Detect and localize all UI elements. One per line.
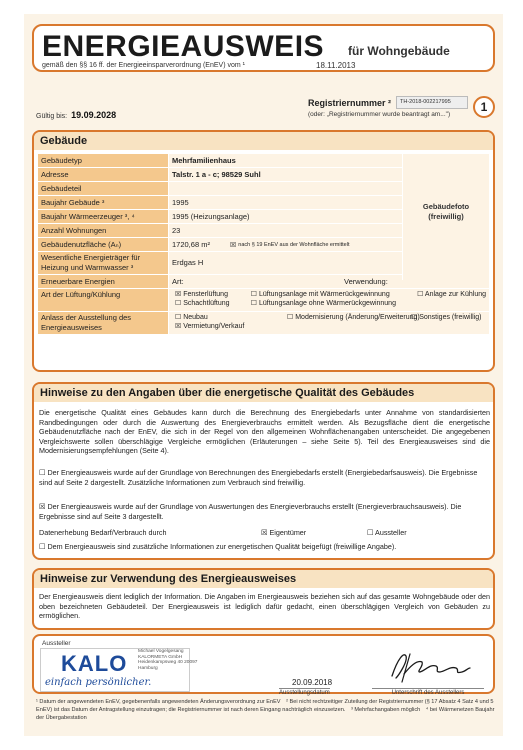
data-collection-row — [39, 528, 490, 538]
row-label: Anlass der Ausstellung des Energieausweises — [38, 312, 169, 334]
row-label: Baujahr Wärmeerzeuger ³, ⁴ — [38, 210, 169, 223]
kalo-slogan: einfach persönlicher. — [45, 677, 152, 688]
row-value — [169, 289, 489, 311]
table-row — [38, 168, 402, 182]
address-value: Talstr. 1 a - c; 98529 Suhl — [172, 170, 261, 179]
issue-date: 20.09.2018 — [292, 678, 333, 687]
ventilation-option: ☐ Anlage zur Kühlung — [417, 291, 486, 298]
row-label: Anzahl Wohnungen — [38, 224, 169, 237]
occasion-option: ☒ Vermietung/Verkauf — [175, 323, 245, 330]
usage-text: Der Energieausweis dient lediglich der Information. Die Angaben im Energieausweis beziehen sich auf das gesamte Wohngebäude oder den oben bezeichneten Gebäudeteil. Der Energieausweis ist lediglich dafür gedacht, einen überschlägigen Vergleich von Gebäuden zu ermöglichen. — [39, 592, 490, 621]
row-label: Erneuerbare Energien — [38, 275, 169, 288]
registration-hint: (oder: „Registriernummer wurde beantragt am...") — [308, 111, 451, 118]
footnote: ³ Mehrfachangaben möglich — [350, 707, 421, 713]
table-row — [38, 210, 402, 224]
occasion-option: ☐ Sonstiges (freiwillig) — [411, 314, 482, 321]
notes-quality-section — [32, 382, 495, 560]
energy-certificate-page — [24, 14, 503, 736]
photo-optional-label: (freiwillig) — [428, 212, 464, 221]
table-row — [38, 252, 402, 275]
data-collection-owner: ☒ Eigentümer — [261, 528, 307, 537]
renewable-type: Art: — [172, 277, 184, 286]
validity-date: 19.09.2028 — [71, 110, 117, 120]
row-label: Gebäudetyp — [38, 154, 169, 167]
legal-date: 18.11.2013 — [316, 61, 356, 70]
building-heading: Gebäude — [34, 132, 493, 150]
checkbox-checked-icon: ☒ — [230, 241, 237, 249]
legal-basis: gemäß den §§ 16 ff. der Energieeinsparverordnung (EnEV) vom ¹ — [42, 62, 245, 69]
ventilation-option: ☐ Lüftungsanlage mit Wärmerückgewinnung — [250, 291, 390, 298]
validity-label: Gültig bis: — [36, 113, 68, 120]
footnote: ² Bei nicht rechtzeitiger Zuteilung der Registriernummer (§ 17 Absatz 4 Satz 4 und 5 EnEV) ist das Datum der Antragstellung einzutragen; die Registriernummer ist nach deren Eingang nachträglich einzusetzen. — [36, 699, 494, 713]
row-value — [169, 154, 402, 167]
floor-area-note: nach § 19 EnEV aus der Wohnfläche ermittelt — [238, 242, 350, 248]
signature-image — [384, 646, 474, 686]
document-subtitle: für Wohngebäude — [348, 44, 450, 58]
ventilation-option: ☐ Lüftungsanlage ohne Wärmerückgewinnung — [250, 300, 396, 307]
table-row — [38, 154, 402, 168]
row-label: Adresse — [38, 168, 169, 181]
row-value: 23 — [169, 224, 402, 237]
occasion-option: ☐ Neubau — [175, 314, 208, 321]
row-value — [169, 168, 402, 181]
data-collection-label: Datenerhebung Bedarf/Verbrauch durch — [39, 528, 167, 537]
registration-label: Registriernummer ² — [308, 98, 392, 108]
ventilation-option: ☐ Schachtlüftung — [175, 300, 230, 307]
page-number-badge: 1 — [473, 96, 495, 118]
footnotes — [36, 698, 495, 722]
row-label: Gebäudeteil — [38, 182, 169, 195]
building-photo-placeholder — [402, 154, 489, 280]
floor-area-value: 1720,68 m² — [172, 240, 210, 249]
footnote: ⁴ bei Wärmenetzen Baujahr der Übergabestation — [36, 707, 495, 721]
document-title: ENERGIEAUSWEIS — [42, 30, 325, 63]
issuer-box — [32, 634, 495, 694]
table-row — [38, 238, 402, 252]
row-label: Art der Lüftung/Kühlung — [38, 289, 169, 311]
renewable-usage: Verwendung: — [344, 277, 388, 286]
row-value — [169, 312, 489, 334]
row-value: 1995 (Heizungsanlage) — [169, 210, 402, 223]
table-row — [38, 196, 402, 210]
row-value: Erdgas H — [169, 252, 402, 274]
occasion-option: ☐ Modernisierung (Änderung/Erweiterung) — [287, 314, 420, 321]
table-row — [38, 289, 489, 312]
row-value — [169, 238, 402, 251]
footnote: ¹ Datum der angewendeten EnEV, gegebenenfalls angewendeten Änderungsverordnung zur EnEV — [36, 699, 281, 705]
notes-intro: Die energetische Qualität eines Gebäudes kann durch die Berechnung des Energiebedarfs unter Annahme von standardisierten Randbedingungen oder durch die Auswertung des Energieverbrauchs ermittelt werden. Als Bezugsfläche dient die energetische Gebäudenutzfläche nach der EnEV, die sich in der Regel von den allgemeinen Wohnflächenangaben unterscheidet. Die angegebenen Vergleichswerte sollen überschlägige Vergleiche ermöglichen (Erläuterungen – siehe Seite 5). Teil des Energieausweises sind die Modernisierungsempfehlungen (Seite 4). — [39, 408, 490, 456]
building-section — [32, 130, 495, 372]
row-label: Baujahr Gebäude ³ — [38, 196, 169, 209]
row-label: Wesentliche Energieträger für Heizung und Warmwasser ³ — [38, 252, 169, 274]
row-value: 1995 — [169, 196, 402, 209]
table-row — [38, 312, 489, 335]
photo-label: Gebäudefoto — [422, 202, 470, 211]
ventilation-option: ☒ Fensterlüftung — [175, 291, 228, 298]
building-type-value: Mehrfamilienhaus — [172, 156, 236, 165]
issuer-address: Michael Vogelgesang KALORMETA GmbH Heidenkampsweg 40 20097 Hamburg — [138, 649, 198, 671]
row-label: Gebäudenutzfläche (Aₙ) — [38, 238, 169, 251]
issuer-label: Aussteller — [42, 640, 71, 647]
usage-heading: Hinweise zur Verwendung des Energieausweises — [34, 570, 493, 588]
additional-info-option: ☐ Dem Energieausweis sind zusätzliche Informationen zur energetischen Qualität beigefügt (freiwillige Angabe). — [39, 542, 397, 551]
table-row — [38, 224, 402, 238]
data-collection-issuer: ☐ Aussteller — [367, 528, 407, 537]
notes-quality-heading: Hinweise zu den Angaben über die energetische Qualität des Gebäudes — [34, 384, 493, 402]
usage-section — [32, 568, 495, 630]
consumption-option: ☒ Der Energieausweis wurde auf der Grundlage von Auswertungen des Energieverbrauchs erstellt (Energieverbrauchsausweis). Die Ergebnisse sind auf Seite 3 dargestellt. — [39, 502, 462, 521]
demand-option: ☐ Der Energieausweis wurde auf der Grundlage von Berechnungen des Energiebedarfs erstellt (Energiebedarfsausweis). Die Ergebnisse sind auf Seite 2 dargestellt. Zusätzliche Informationen zum Verbrauch sind freiwillig. — [39, 468, 478, 487]
kalo-logo: KALO — [61, 651, 128, 676]
row-value — [169, 182, 402, 195]
table-row — [38, 182, 402, 196]
validity — [36, 110, 116, 120]
building-table — [38, 154, 489, 335]
registration-number: TH-2018-002217995 — [396, 96, 468, 109]
signature-label: Unterschrift des Ausstellers — [372, 688, 484, 696]
header-box — [32, 24, 495, 72]
issue-date-label: Ausstellungsdatum — [279, 690, 330, 696]
